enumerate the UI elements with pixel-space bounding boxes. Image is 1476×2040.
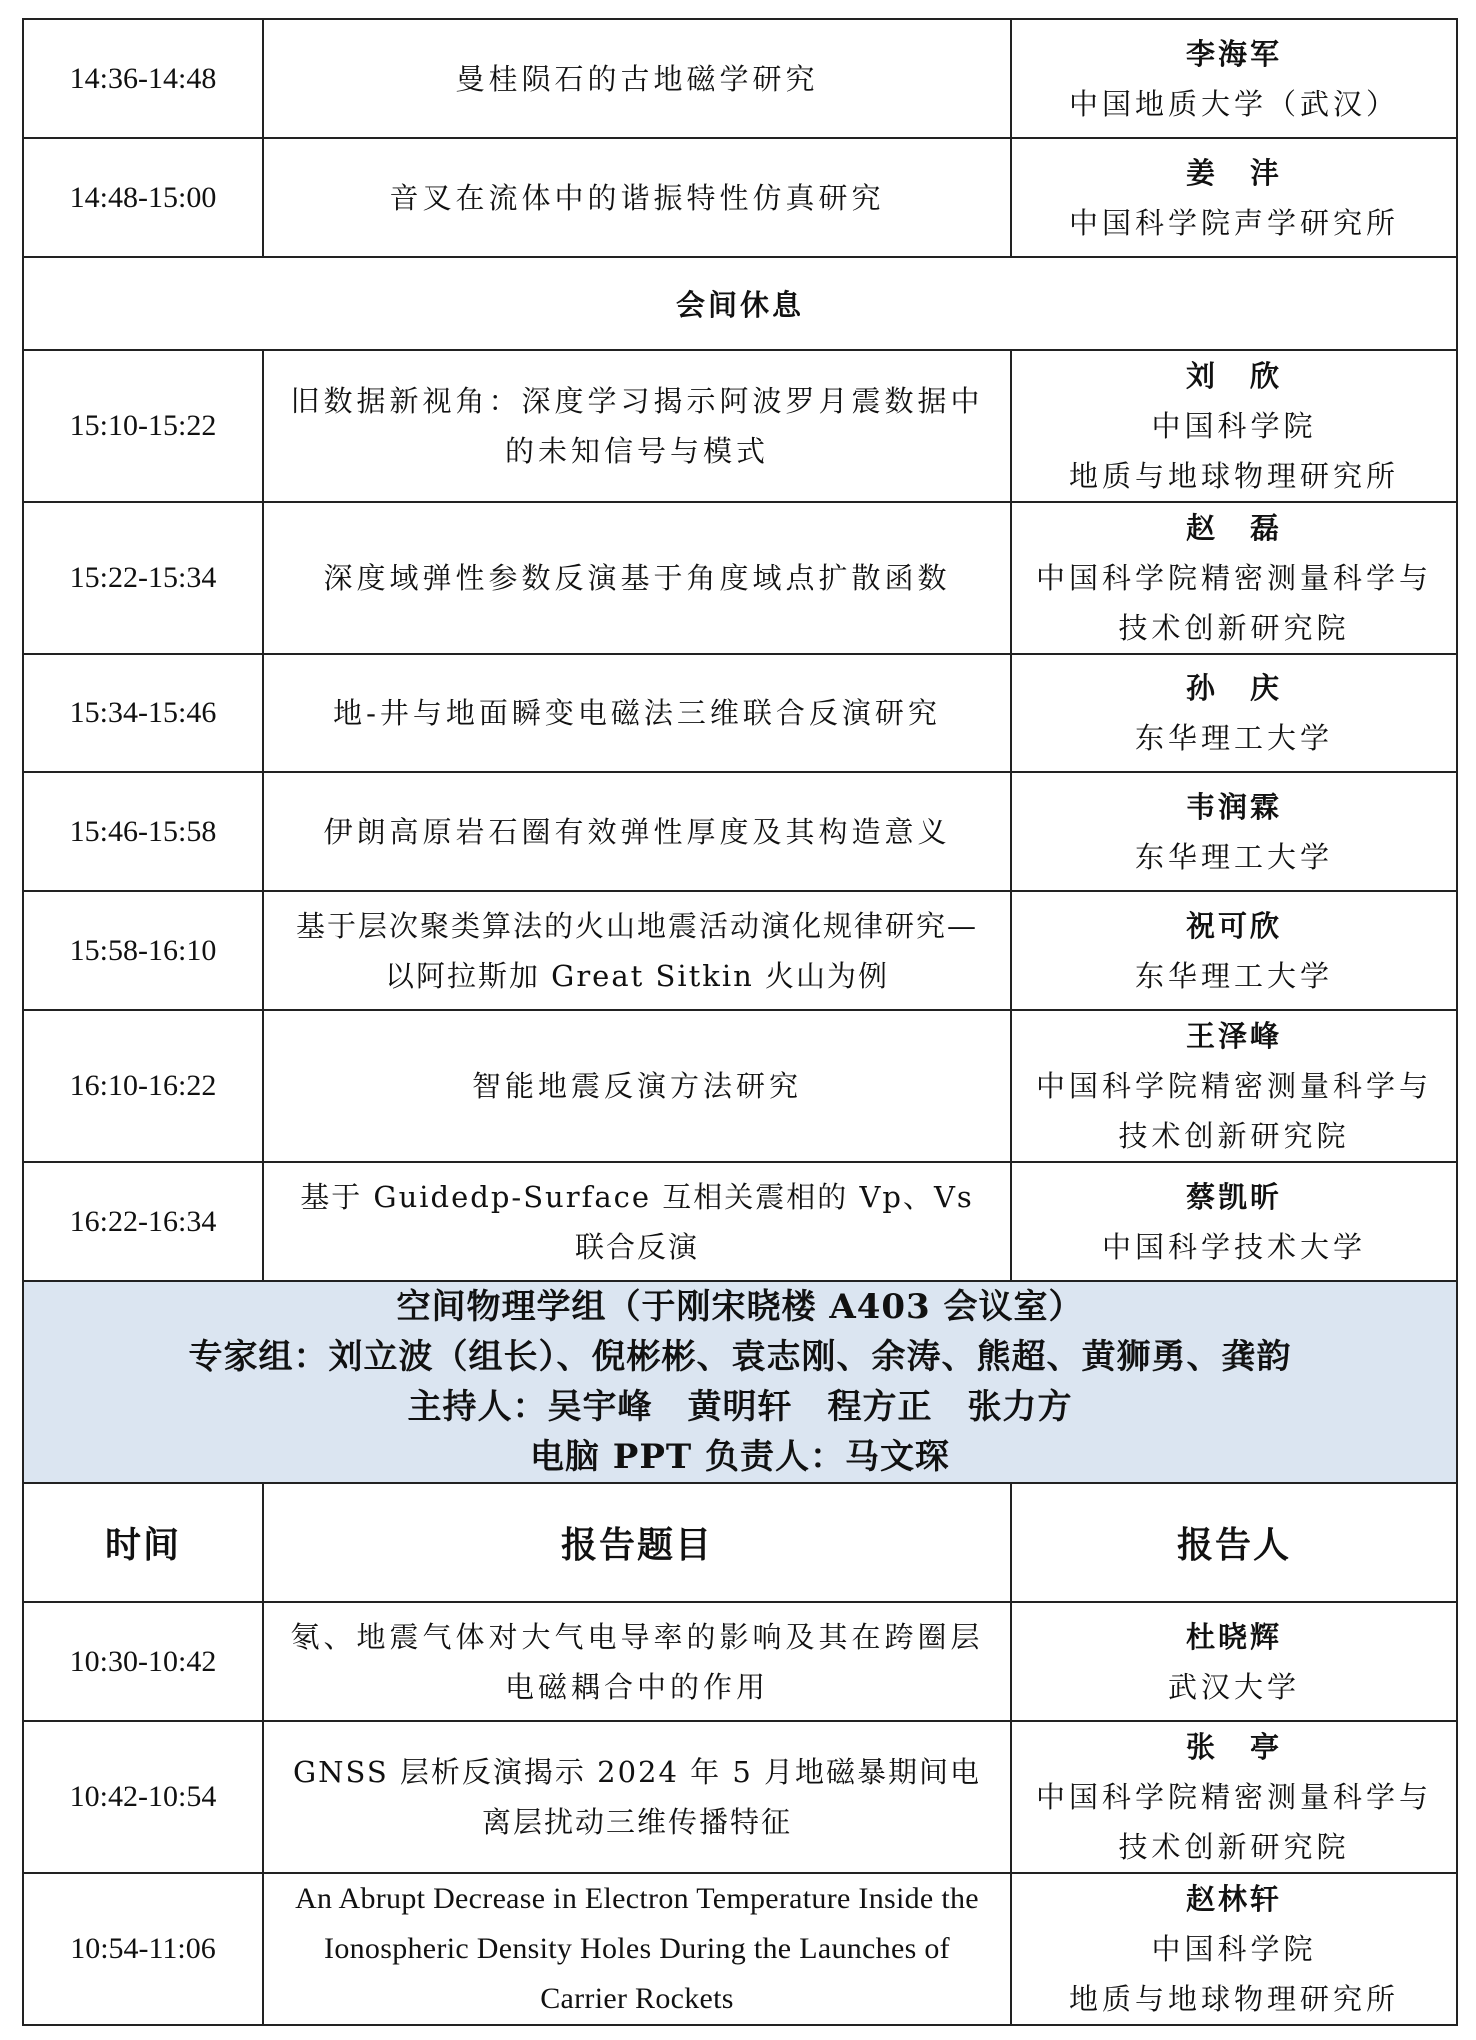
speaker-affiliation: 东华理工大学 [1134, 721, 1333, 755]
speaker-affiliation: 中国科学院精密测量科学与 [1035, 1780, 1432, 1814]
session-row [23, 1873, 1457, 2025]
speaker-cell [1011, 1873, 1457, 2025]
report-title: 曼桂陨石的古地磁学研究 [263, 19, 1011, 138]
speaker-affiliation: 中国科学院 [1151, 1932, 1317, 1966]
speaker-affiliation: 技术创新研究院 [1118, 611, 1350, 645]
header-title: 报告题目 [263, 1483, 1011, 1602]
speaker-affiliation: 地质与地球物理研究所 [1068, 1982, 1399, 2016]
speaker-name: 张 亭 [1185, 1730, 1282, 1764]
speaker-cell [1011, 1010, 1457, 1162]
speaker-cell [1011, 891, 1457, 1010]
time-cell: 16:10-16:22 [23, 1010, 263, 1162]
session-row [23, 350, 1457, 502]
speaker-affiliation: 东华理工大学 [1134, 839, 1333, 874]
speaker-name: 孙 庆 [1185, 671, 1282, 705]
break-label: 会间休息 [23, 257, 1457, 350]
report-title: 基于 Guidedp-Surface 互相关震相的 Vp、Vs 联合反演 [263, 1162, 1011, 1281]
speaker-name: 韦润霖 [1185, 789, 1282, 824]
schedule-table [22, 18, 1458, 2026]
time-cell: 10:42-10:54 [23, 1721, 263, 1873]
speaker-name: 赵 磊 [1185, 511, 1282, 545]
hosts: 主持人：吴宇峰 黄明轩 程方正 张力方 [407, 1387, 1073, 1427]
speaker-affiliation: 地质与地球物理研究所 [1068, 459, 1399, 493]
header-row [23, 1483, 1457, 1602]
speaker-cell [1011, 502, 1457, 654]
speaker-cell [1011, 1721, 1457, 1873]
speaker-cell [1011, 654, 1457, 772]
report-title: 深度域弹性参数反演基于角度域点扩散函数 [263, 502, 1011, 654]
session-row [23, 19, 1457, 138]
speaker-affiliation: 中国科学院声学研究所 [1068, 205, 1399, 240]
time-cell: 15:46-15:58 [23, 772, 263, 891]
speaker-name: 赵林轩 [1185, 1882, 1282, 1916]
group-banner-cell [23, 1281, 1457, 1483]
report-title: GNSS 层析反演揭示 2024 年 5 月地磁暴期间电离层扰动三维传播特征 [263, 1721, 1011, 1873]
session-row [23, 654, 1457, 772]
break-row [23, 257, 1457, 350]
time-cell: 15:34-15:46 [23, 654, 263, 772]
header-time: 时间 [23, 1483, 263, 1602]
speaker-name: 姜 沣 [1185, 155, 1282, 190]
session-row [23, 1602, 1457, 1721]
speaker-name: 刘 欣 [1185, 359, 1282, 393]
time-cell: 10:30-10:42 [23, 1602, 263, 1721]
report-title: 氡、地震气体对大气电导率的影响及其在跨圈层电磁耦合中的作用 [263, 1602, 1011, 1721]
report-title: 旧数据新视角：深度学习揭示阿波罗月震数据中的未知信号与模式 [263, 350, 1011, 502]
speaker-name: 王泽峰 [1185, 1019, 1282, 1053]
session-row [23, 772, 1457, 891]
session-row [23, 891, 1457, 1010]
report-title: 伊朗高原岩石圈有效弹性厚度及其构造意义 [263, 772, 1011, 891]
session-row [23, 1721, 1457, 1873]
speaker-name: 蔡凯昕 [1185, 1179, 1282, 1214]
time-cell: 15:22-15:34 [23, 502, 263, 654]
speaker-cell [1011, 1162, 1457, 1281]
speaker-affiliation: 中国地质大学（武汉） [1068, 86, 1399, 121]
speaker-affiliation: 中国科学院 [1151, 409, 1317, 443]
session-row [23, 138, 1457, 257]
header-speaker: 报告人 [1011, 1483, 1457, 1602]
session-row [23, 502, 1457, 654]
expert-panel: 专家组：刘立波（组长）、倪彬彬、袁志刚、余涛、熊超、黄狮勇、龚韵 [188, 1337, 1292, 1377]
speaker-affiliation: 中国科学技术大学 [1101, 1229, 1366, 1264]
session-row [23, 1162, 1457, 1281]
report-title: 地-井与地面瞬变电磁法三维联合反演研究 [263, 654, 1011, 772]
group-banner [23, 1281, 1457, 1483]
time-cell: 10:54-11:06 [23, 1873, 263, 2025]
speaker-affiliation: 东华理工大学 [1134, 958, 1333, 993]
session-row [23, 1010, 1457, 1162]
speaker-affiliation: 中国科学院精密测量科学与 [1035, 561, 1432, 595]
report-title: An Abrupt Decrease in Electron Temperature Inside the Ionospheric Density Holes During the Launches of Carrier Rockets [263, 1873, 1011, 2025]
speaker-affiliation: 武汉大学 [1167, 1669, 1300, 1704]
speaker-cell [1011, 350, 1457, 502]
ppt-manager: 电脑 PPT 负责人：马文琛 [529, 1437, 951, 1477]
speaker-cell [1011, 1602, 1457, 1721]
speaker-name: 祝可欣 [1185, 908, 1282, 943]
speaker-affiliation: 中国科学院精密测量科学与 [1035, 1069, 1432, 1103]
speaker-affiliation: 技术创新研究院 [1118, 1119, 1350, 1153]
time-cell: 14:36-14:48 [23, 19, 263, 138]
time-cell: 14:48-15:00 [23, 138, 263, 257]
speaker-cell [1011, 138, 1457, 257]
speaker-affiliation: 技术创新研究院 [1118, 1830, 1350, 1864]
time-cell: 15:58-16:10 [23, 891, 263, 1010]
speaker-name: 杜晓辉 [1185, 1619, 1282, 1654]
speaker-name: 李海军 [1185, 36, 1282, 71]
time-cell: 16:22-16:34 [23, 1162, 263, 1281]
report-title: 音叉在流体中的谐振特性仿真研究 [263, 138, 1011, 257]
report-title: 智能地震反演方法研究 [263, 1010, 1011, 1162]
report-title: 基于层次聚类算法的火山地震活动演化规律研究—以阿拉斯加 Great Sitkin 火山为例 [263, 891, 1011, 1010]
time-cell: 15:10-15:22 [23, 350, 263, 502]
speaker-cell [1011, 19, 1457, 138]
group-title: 空间物理学组（于刚宋晓楼 A403 会议室） [396, 1287, 1084, 1327]
speaker-cell [1011, 772, 1457, 891]
